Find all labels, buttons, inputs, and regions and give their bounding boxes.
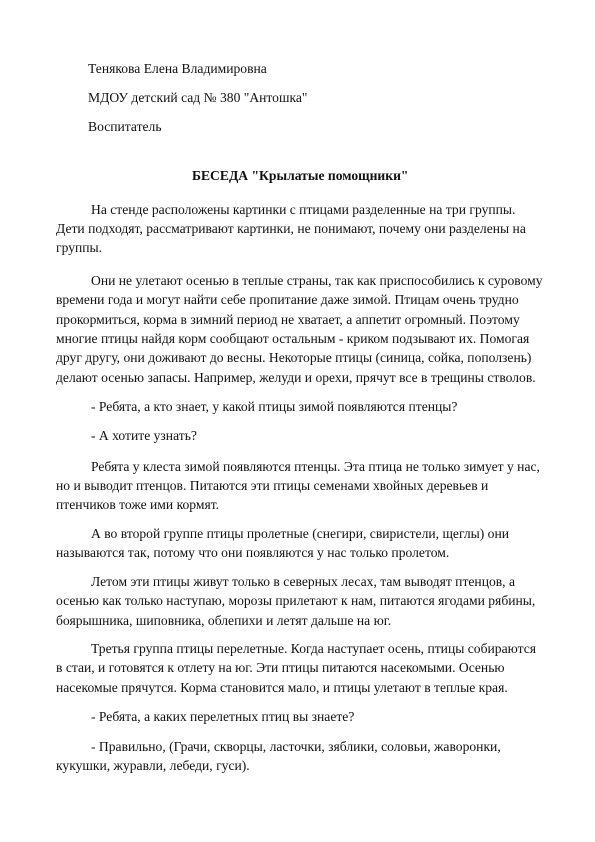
author-position: Воспитатель bbox=[88, 119, 162, 134]
paragraph-line: времени года и могут найти себе пропитание даже зимой. Птицам очень трудно bbox=[56, 292, 519, 307]
dialogue-line: кукушки, журавли, лебеди, гуси). bbox=[56, 758, 250, 773]
paragraph-line: группы. bbox=[56, 240, 103, 255]
paragraph-line: многие птицы найдя корм сообщают остальным - криком подзывают их. Помогая bbox=[56, 331, 530, 346]
paragraph-line: осенью как только наступаю, морозы прилетают к нам, питаются ягодами рябины, bbox=[56, 593, 536, 608]
paragraph-line: насекомые прячутся. Корма становится мало, и птицы улетают в теплые края. bbox=[56, 680, 508, 695]
dialogue-line: - Ребята, а каких перелетных птиц вы знаете? bbox=[91, 709, 355, 724]
paragraph-line: птенчиков тоже ими кормят. bbox=[56, 497, 220, 512]
paragraph-line: Ребята у клеста зимой появляются птенцы. Эта птица не только зимует у нас, bbox=[91, 459, 540, 474]
paragraph-line: Третья группа птицы перелетные. Когда наступает осень, птицы собираются bbox=[91, 641, 536, 656]
paragraph-line: в стаи, и готовятся к отлету на юг. Эти птицы питаются насекомыми. Осенью bbox=[56, 660, 505, 675]
author-name: Тенякова Елена Владимировна bbox=[88, 61, 267, 76]
paragraph-line: но и выводит птенцов. Питаются эти птицы семенами хвойных деревьев и bbox=[56, 478, 489, 493]
paragraph-line: боярышника, шиповника, облепихи и летят дальше на юг. bbox=[56, 613, 392, 628]
dialogue-line: - А хотите узнать? bbox=[91, 428, 197, 443]
paragraph-line: А во второй группе птицы пролетные (снегири, свиристели, щеглы) они bbox=[91, 526, 510, 541]
dialogue-line: - Ребята, а кто знает, у какой птицы зимой появляются птенцы? bbox=[91, 399, 458, 414]
document-title: БЕСЕДА "Крылатые помощники" bbox=[192, 168, 409, 183]
paragraph-line: называются так, потому что они появляются у нас только пролетом. bbox=[56, 545, 450, 560]
institution-name: МДОУ детский сад № 380 "Антошка" bbox=[88, 90, 308, 105]
paragraph-line: делают осенью запасы. Например, желуди и орехи, прячут все в трещины стволов. bbox=[56, 370, 536, 385]
paragraph-line: друг другу, они доживают до весны. Некоторые птицы (синица, сойка, поползень) bbox=[56, 350, 532, 365]
paragraph-line: Летом эти птицы живут только в северных лесах, там выводят птенцов, а bbox=[91, 574, 516, 589]
paragraph-line: Дети подходят, рассматривают картинки, не понимают, почему они разделены на bbox=[56, 221, 526, 236]
paragraph-line: На стенде расположены картинки с птицами разделенные на три группы. bbox=[91, 202, 516, 217]
paragraph-line: Они не улетают осенью в теплые страны, так как приспособились к суровому bbox=[91, 273, 543, 288]
dialogue-line: - Правильно, (Грачи, скворцы, ласточки, зяблики, соловьи, жаворонки, bbox=[91, 739, 501, 754]
paragraph-line: прокормиться, корма в зимний период не хватает, а аппетит огромный. Поэтому bbox=[56, 312, 520, 327]
